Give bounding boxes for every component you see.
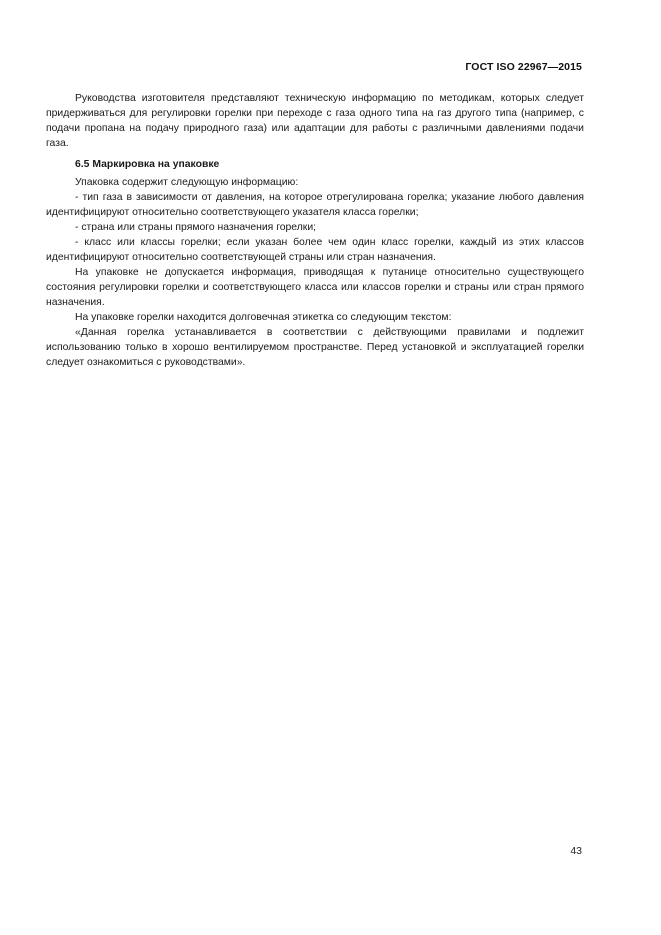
durable-label-paragraph: На упаковке горелки находится долговечная этикетка со следующим текстом: [75, 312, 452, 323]
packaging-info-intro: Упаковка содержит следующую информацию: [75, 177, 299, 188]
standard-code-header: ГОСТ ISO 22967—2015 [465, 61, 582, 73]
confusion-restriction-paragraph: На упаковке не допускается информация, приводящая к путанице относительно существующего состояния регулировки горелки и соответствующего класса или классов горелки и страны или стран прямого назначения. [46, 267, 584, 308]
document-body [46, 91, 584, 370]
page-number: 43 [570, 845, 582, 857]
list-item-gas-type: - тип газа в зависимости от давления, на которое отрегулирована горелка; указание любого давления идентифицируют относительно соответствующего указателя класса горелки; [46, 192, 584, 218]
section-heading: 6.5 Маркировка на упаковке [75, 159, 220, 170]
intro-paragraph: Руководства изготовителя представляют техническую информацию по методикам, которых следует придерживаться для регулировки горелки при переходе с газа одного типа на газ другого типа (например, с подачи пропана на подачу природного газа) или адаптации для работы с различными давлениями подачи газа. [46, 93, 584, 149]
list-item-destination-country: - страна или страны прямого назначения горелки; [75, 222, 317, 233]
list-item-burner-class: - класс или классы горелки; если указан более чем один класс горелки, каждый из этих классов идентифицируют относительно соответствующей страны или стран назначения. [46, 237, 584, 263]
label-text-quote: «Данная горелка устанавливается в соответствии с действующими правилами и подлежит использованию только в хорошо вентилируемом пространстве. Перед установкой и эксплуатацией горелки следует ознакомиться с руководствами». [46, 327, 584, 368]
